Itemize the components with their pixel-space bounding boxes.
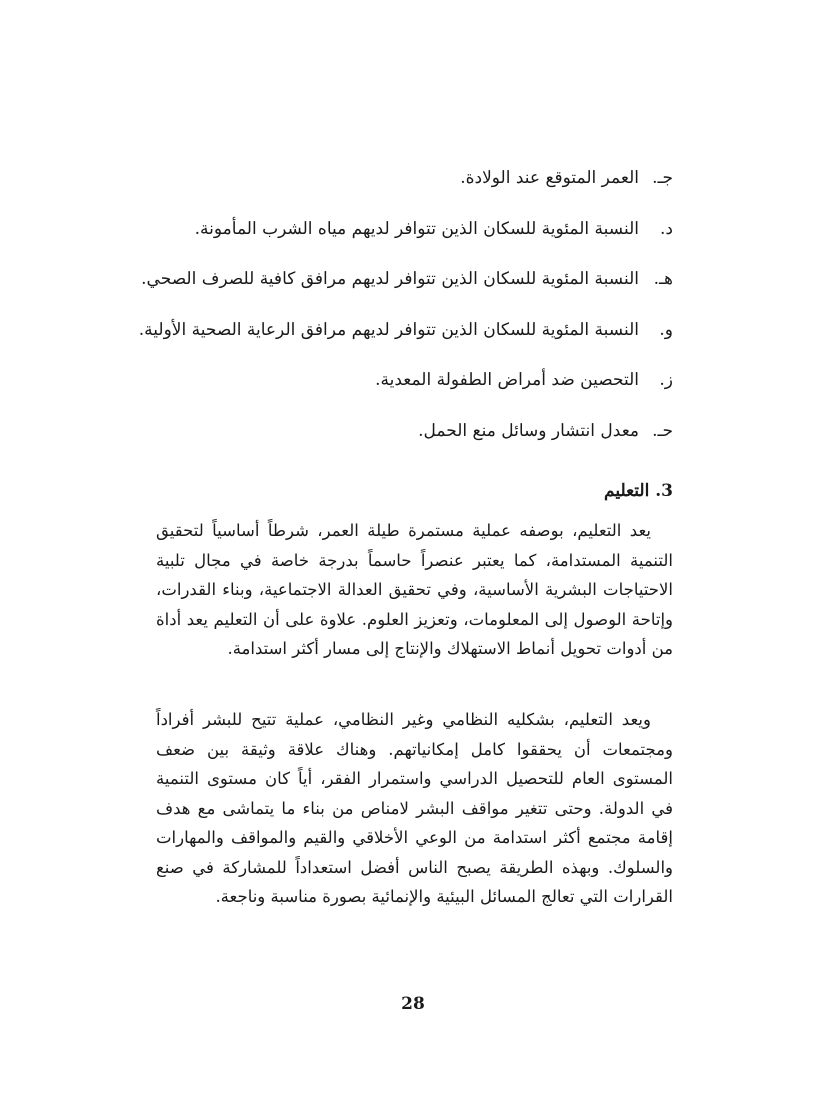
list-item-marker: هـ. — [653, 269, 673, 289]
list-item-marker: جـ. — [652, 168, 673, 188]
list-item — [153, 166, 673, 191]
list-item-text: العمر المتوقع عند الولادة. — [460, 168, 639, 188]
section-heading: 3. التعليم — [604, 481, 673, 501]
indicator-list — [138, 166, 673, 469]
list-item-text: النسبة المئوية للسكان الذين تتوافر لديهم مياه الشرب المأمونة. — [194, 218, 639, 239]
list-item-text: معدل انتشار وسائل منع الحمل. — [418, 420, 639, 441]
list-item — [153, 217, 673, 242]
list-item-marker: حـ. — [652, 420, 673, 441]
list-item — [141, 267, 673, 292]
body-paragraph-1: يعد التعليم، بوصفه عملية مستمرة طيلة العمر، شرطاً أساسياً لتحقيق التنمية المستدامة، كما يعتبر عنصراً حاسماً بدرجة خاصة في مجال تلبية الاحتياجات البشرية الأساسية، وفي تحقيق العدالة الاجتماعية، وبناء القدرات، وإتاحة الوصول إلى المعلومات، وتعزيز العلوم. علاوة على أن التعليم يعد أداة من أدوات تحويل أنماط الاستهلاك والإنتاج إلى مسار أكثر استدامة. — [156, 521, 673, 658]
body-paragraph-2: ويعد التعليم، بشكليه النظامي وغير النظامي، عملية تتيح للبشر أفراداً ومجتمعات أن يحققوا كامل إمكانياتهم. وهناك علاقة وثيقة بين ضعف المستوى العام للتحصيل الدراسي واستمرار الفقر، أياً كان مستوى التنمية في الدولة. وحتى تتغير مواقف البشر لامناص من بناء ما يتماشى مع هدف إقامة مجتمع أكثر استدامة من الوعي الأخلاقي والقيم والمواقف والمهارات والسلوك. وبهذه الطريقة يصبح الناس أفضل استعداداً للمشاركة في صنع القرارات التي تعالج المسائل البيئية والإنمائية بصورة مناسبة وناجعة. — [156, 710, 673, 906]
list-item-text: النسبة المئوية للسكان الذين تتوافر لديهم مرافق الرعاية الصحية الأولية. — [138, 319, 639, 340]
page-number: 28 — [401, 994, 425, 1014]
list-item-marker: د. — [660, 218, 673, 239]
list-item — [153, 419, 673, 444]
list-item-text: التحصين ضد أمراض الطفولة المعدية. — [375, 370, 639, 390]
list-item-marker: و. — [659, 319, 673, 340]
list-item-text: النسبة المئوية للسكان الذين تتوافر لديهم مرافق كافية للصرف الصحي. — [141, 269, 639, 289]
list-item-marker: ز. — [659, 370, 673, 390]
list-item — [138, 318, 673, 343]
list-item — [153, 368, 673, 393]
